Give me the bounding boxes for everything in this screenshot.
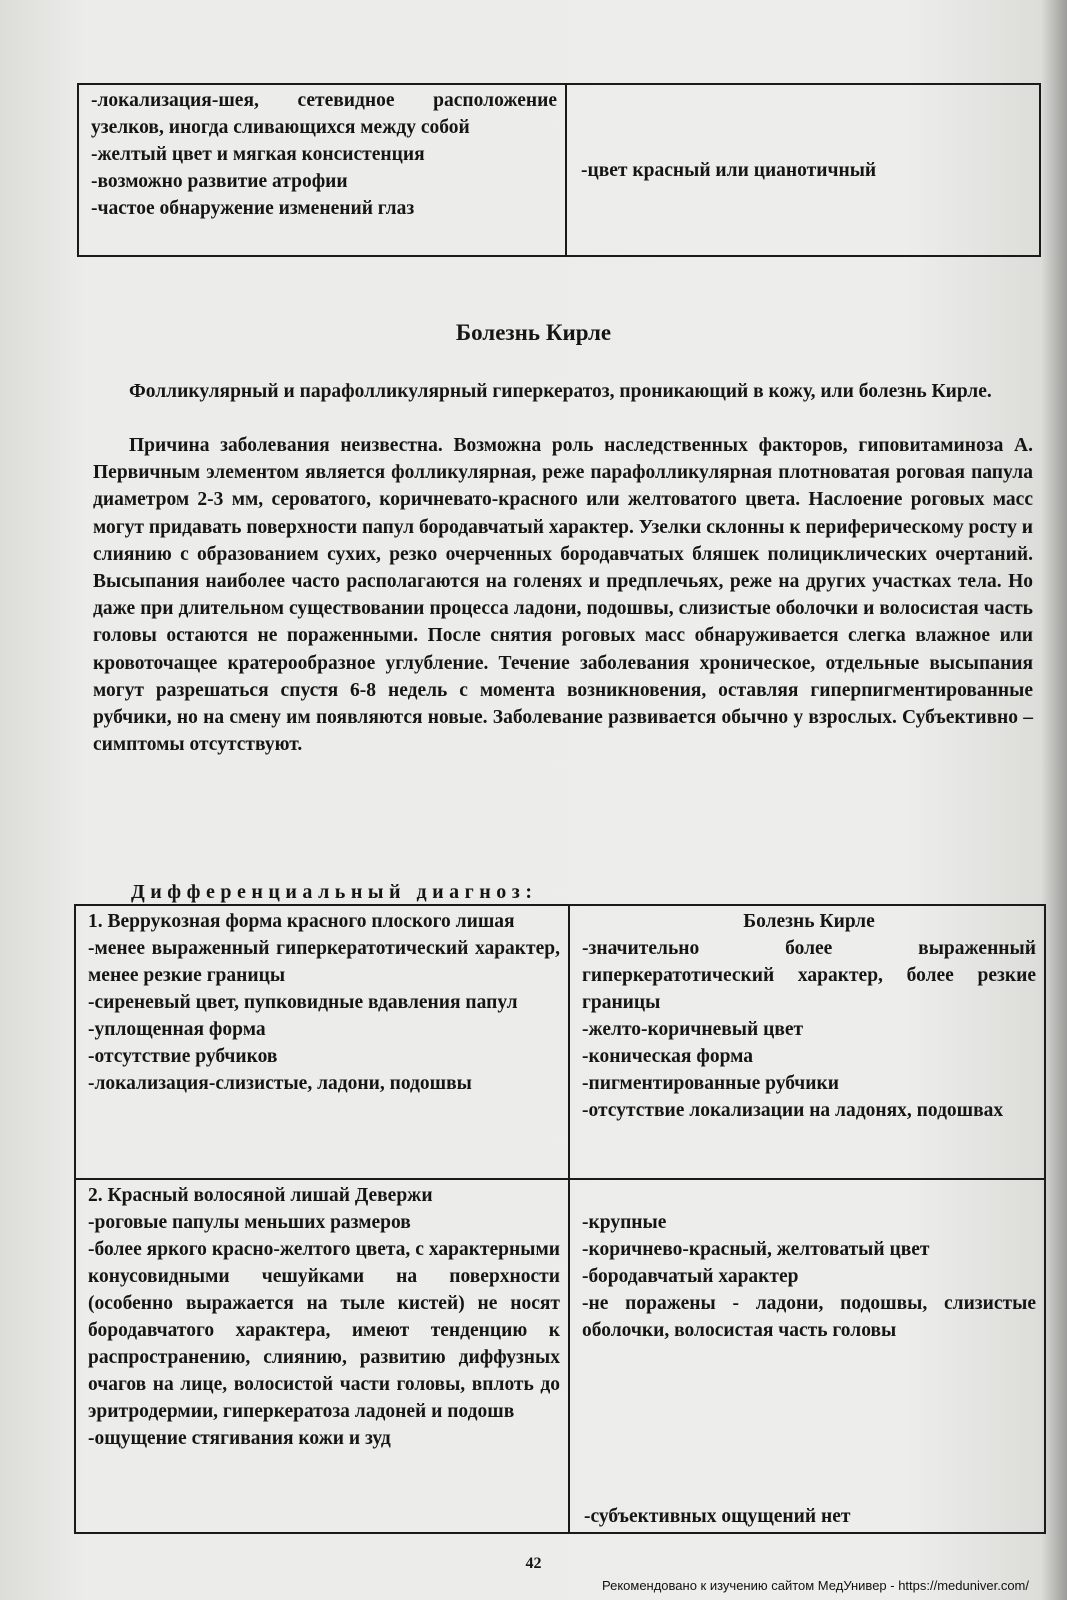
- footer-recommendation: Рекомендовано к изучению сайтом МедУнивер - https://meduniver.com/: [601, 1578, 1029, 1593]
- row2-right-line: -крупные: [582, 1212, 667, 1233]
- row2-right-line: -коричнево-красный, желтоватый цвет: [582, 1239, 930, 1260]
- row1-right-line: -желто-коричневый цвет: [582, 1019, 804, 1040]
- row1-left-line: -менее выраженный гиперкератотический характер, менее резкие границы: [88, 938, 560, 986]
- row2-right-cell: [569, 1179, 1045, 1533]
- table-row: [75, 905, 1045, 1179]
- page-number: 42: [525, 1555, 542, 1572]
- row1-right-line: -отсутствие локализации на ладонях, подошвах: [582, 1100, 1004, 1121]
- differential-diagnosis-label: Дифференциальный диагноз:: [131, 881, 538, 903]
- paragraph-description: Причина заболевания неизвестна. Возможна роль наследственных факторов, гиповитаминоза А. Первичным элементом является фолликулярная, реже парафолликулярная плотноватая роговая папула диаметром 2-3 мм, сероватого, коричневато-красного или желтоватого цвета. Наслоение роговых масс могут придавать поверхности папул бородавчатый характер. Узелки склонны к периферическому росту и слиянию с образованием сухих, резко очерченных бородавчатых бляшек полициклических очертаний. Высыпания наиболее часто располагаются на голенях и предплечьях, реже на других участках тела. Но даже при длительном существовании процесса ладони, подошвы, слизистые оболочки и волосистая часть головы остаются не пораженными. После снятия роговых масс обнаруживается слегка влажное или кровоточащее кратерообразное углубление. Течение заболевания хроническое, отдельные высыпания могут разрешаться спустя 6-8 недель с момента возникновения, оставляя гиперпигментированные рубчики, но на смену им появляются новые. Заболевание развивается обычно у взрослых. Субъективно – симптомы отсутствуют.: [93, 435, 1033, 756]
- top-left-line: -возможно развитие атрофии: [91, 171, 348, 192]
- table-row: [75, 1179, 1045, 1533]
- row1-right-line: -пигментированные рубчики: [582, 1073, 839, 1094]
- row1-right-line: -значительно более выраженный гиперкератотический характер, более резкие границы: [582, 938, 1036, 1013]
- row2-left-line: -более яркого красно-желтого цвета, с характерными конусовидными чешуйками на поверхности (особенно выражается на тыле кистей) не носят бородавчатого характера, имеют тенденцию к распространению, слиянию, развитию диффузных очагов на лице, волосистой части головы, вплоть до эритродермии, гиперкератоза ладоней и подошв: [88, 1239, 560, 1422]
- top-table-right-cell: -цвет красный или цианотичный: [566, 84, 1040, 256]
- row2-right-bottom-note: -субъективных ощущений нет: [584, 1506, 851, 1527]
- row2-left-line: -ощущение стягивания кожи и зуд: [88, 1428, 391, 1449]
- top-comparison-table: [77, 83, 1041, 257]
- top-left-line: -желтый цвет и мягкая консистенция: [91, 144, 425, 165]
- top-left-line: -локализация-шея, сетевидное расположение узелков, иногда сливающихся между собой: [91, 90, 557, 138]
- row2-right-line: -не поражены - ладони, подошвы, слизистые оболочки, волосистая часть головы: [582, 1293, 1036, 1341]
- row2-right-line: -бородавчатый характер: [582, 1266, 799, 1287]
- row1-left-cell: [75, 905, 569, 1179]
- row2-left-line: -роговые папулы меньших размеров: [88, 1212, 411, 1233]
- top-table-left-cell: [78, 84, 566, 256]
- section-title: Болезнь Кирле: [455, 320, 612, 345]
- row1-left-title: 1. Веррукозная форма красного плоского лишая: [88, 911, 515, 932]
- row2-left-title: 2. Красный волосяной лишай Девержи: [88, 1185, 433, 1206]
- paragraph-intro: Фолликулярный и парафолликулярный гиперкератоз, проникающий в кожу, или болезнь Кирле.: [129, 381, 992, 402]
- top-left-line: -частое обнаружение изменений глаз: [91, 198, 415, 219]
- row1-right-cell: [569, 905, 1045, 1179]
- row1-left-line: -локализация-слизистые, ладони, подошвы: [88, 1073, 472, 1094]
- row2-left-cell: [75, 1179, 569, 1533]
- row1-left-line: -отсутствие рубчиков: [88, 1046, 278, 1067]
- row1-left-line: -уплощенная форма: [88, 1019, 266, 1040]
- row1-left-line: -сиреневый цвет, пупковидные вдавления папул: [88, 992, 518, 1013]
- differential-diagnosis-table: [74, 904, 1046, 1534]
- row2-right-spacer: [582, 1182, 1036, 1209]
- row1-right-line: -коническая форма: [582, 1046, 754, 1067]
- row1-right-title: Болезнь Кирле: [743, 911, 875, 932]
